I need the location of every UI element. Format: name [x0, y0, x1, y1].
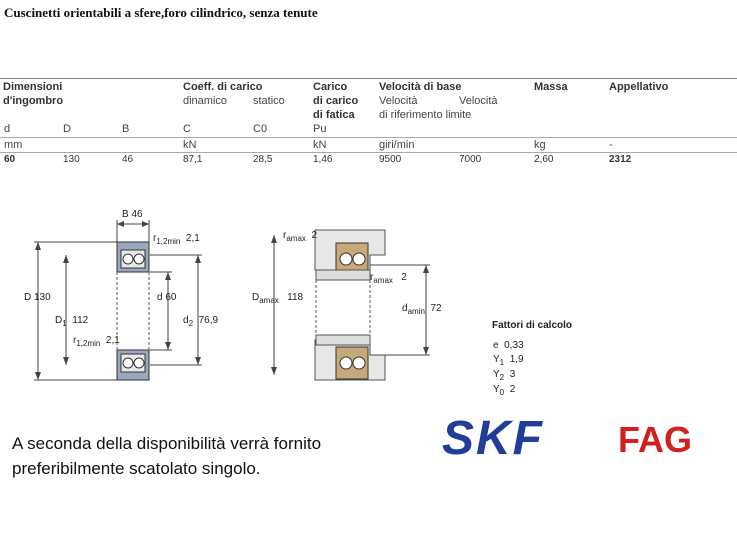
cell-d: 60: [4, 154, 16, 165]
fag-logo: FAG: [618, 419, 693, 460]
dim-damin: $d_{amin}$ 72: [402, 303, 442, 316]
dim-D: D 130: [24, 292, 51, 303]
factor-Y0: $Y_0$ 2: [493, 384, 516, 397]
cell-vel-rif: 9500: [379, 154, 402, 165]
cell-C: 87,1: [183, 154, 203, 165]
factor-Y2: $Y_2$ 3: [493, 369, 516, 382]
skf-logo: SKF: [442, 412, 544, 460]
cell-massa: 2,60: [534, 154, 554, 165]
footer-line-2: preferibilmente scatolato singolo.: [12, 459, 261, 478]
brand-logo: [440, 410, 720, 460]
dim-d2: $d_2$ 76,9: [183, 315, 219, 328]
header-velocita-rif: Velocità: [379, 95, 418, 107]
unit-kn-2: kN: [313, 139, 327, 151]
dim-r12min-top: $r_{1,2min}$ 2,1: [153, 233, 200, 246]
symbol-B: B: [122, 123, 130, 135]
table-units-rule: [0, 137, 737, 138]
footer-line-1: A seconda della disponibilità verrà fornito: [12, 434, 322, 453]
unit-giri: giri/min: [379, 139, 415, 151]
cell-Pu: 1,46: [313, 154, 333, 165]
symbol-C0: C0: [253, 123, 268, 135]
dim-ramax-top: $r_{amax}$ 2: [283, 230, 318, 243]
cell-appellativo: 2312: [609, 154, 632, 165]
unit-kn-1: kN: [183, 139, 197, 151]
unit-dash: -: [609, 139, 613, 151]
symbol-D: D: [63, 123, 71, 135]
symbol-Pu: Pu: [313, 123, 327, 135]
table-data-rule: [0, 152, 737, 153]
factors-title: Fattori di calcolo: [492, 320, 573, 331]
header-carico: Carico di carico di fatica: [313, 81, 359, 121]
cell-vel-lim: 7000: [459, 154, 482, 165]
header-dimensioni: Dimensioni d'ingombro: [3, 81, 64, 107]
dim-Damax: $D_{amax}$ 118: [252, 292, 304, 305]
unit-mm: mm: [4, 139, 23, 151]
factor-Y1: $Y_1$ 1,9: [493, 354, 524, 367]
table-top-rule: [0, 78, 737, 79]
dim-D1: $D_1$ 112: [55, 315, 89, 328]
dim-B: B 46: [122, 209, 143, 220]
symbol-C: C: [183, 123, 191, 135]
header-velocita-lim: Velocità: [459, 95, 498, 107]
header-velocita-sub2: di riferimento limite: [379, 109, 472, 121]
header-coeff-statico: statico: [253, 95, 285, 107]
header-velocita: Velocità di base: [379, 81, 462, 93]
cell-D: 130: [63, 154, 80, 165]
header-coeff-dinamico: dinamico: [183, 95, 228, 107]
dim-d: d 60: [157, 292, 177, 303]
factor-e: e 0,33: [493, 340, 524, 351]
cell-C0: 28,5: [253, 154, 273, 165]
header-coeff: Coeff. di carico: [183, 81, 263, 93]
dim-ramax-mid: $r_{amax}$ 2: [370, 272, 407, 285]
page-title: Cuscinetti orientabili a sfere,foro cilindrico, senza tenute: [4, 5, 318, 20]
unit-kg: kg: [534, 139, 546, 151]
header-appellativo: Appellativo: [609, 81, 669, 93]
symbol-d: d: [4, 123, 11, 135]
cell-B: 46: [122, 154, 134, 165]
dim-r12min-bottom: $r_{1,2min}$ 2,1: [73, 335, 120, 348]
header-massa: Massa: [534, 81, 568, 93]
